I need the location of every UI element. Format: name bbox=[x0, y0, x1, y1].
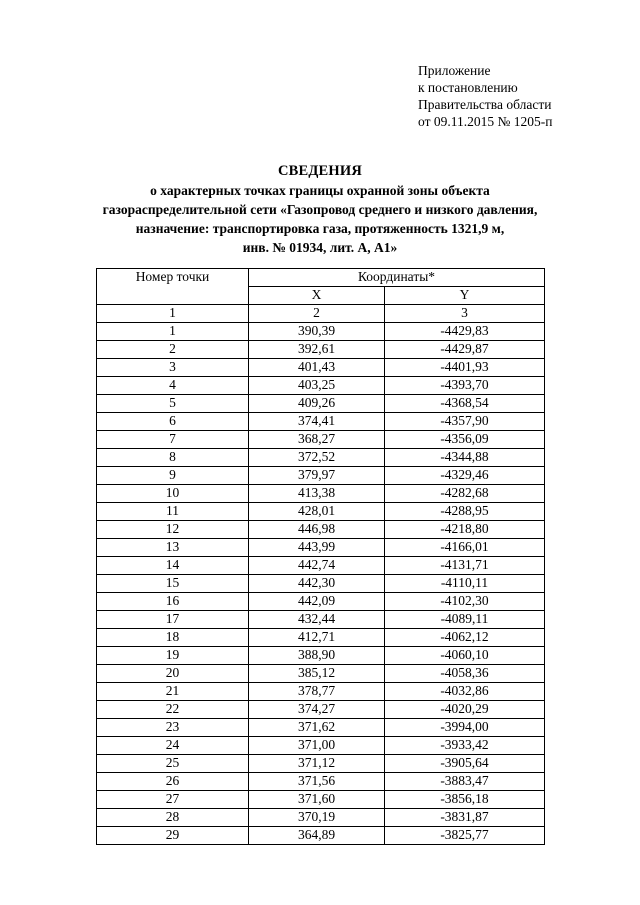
appendix-line: Приложение bbox=[418, 63, 491, 78]
table-row bbox=[97, 575, 545, 593]
point-number-cell: 4 bbox=[97, 377, 249, 395]
table-row bbox=[97, 557, 545, 575]
table-row bbox=[97, 503, 545, 521]
x-coordinate-cell: 374,41 bbox=[249, 413, 385, 431]
x-coordinate-cell: 378,77 bbox=[249, 683, 385, 701]
x-coordinate-cell: 390,39 bbox=[249, 323, 385, 341]
table-row bbox=[97, 773, 545, 791]
point-number-cell: 12 bbox=[97, 521, 249, 539]
table-row bbox=[97, 539, 545, 557]
x-coordinate-cell: 371,00 bbox=[249, 737, 385, 755]
x-coordinate-cell: 371,60 bbox=[249, 791, 385, 809]
point-number-cell: 26 bbox=[97, 773, 249, 791]
y-coordinate-cell: -4357,90 bbox=[385, 413, 545, 431]
point-number-cell: 27 bbox=[97, 791, 249, 809]
table-row bbox=[97, 755, 545, 773]
y-coordinate-cell: -4166,01 bbox=[385, 539, 545, 557]
x-coordinate-cell: 385,12 bbox=[249, 665, 385, 683]
x-coordinate-cell: 413,38 bbox=[249, 485, 385, 503]
y-coordinate-cell: -4020,29 bbox=[385, 701, 545, 719]
x-coordinate-cell: 442,09 bbox=[249, 593, 385, 611]
point-number-cell: 7 bbox=[97, 431, 249, 449]
header-coordinates: Координаты* bbox=[249, 269, 545, 287]
header-point-number: Номер точки bbox=[97, 269, 249, 305]
x-coordinate-cell: 428,01 bbox=[249, 503, 385, 521]
table-row bbox=[97, 395, 545, 413]
table-row bbox=[97, 521, 545, 539]
y-coordinate-cell: -4102,30 bbox=[385, 593, 545, 611]
table-row bbox=[97, 323, 545, 341]
y-coordinate-cell: -4060,10 bbox=[385, 647, 545, 665]
appendix-block bbox=[418, 62, 628, 130]
y-coordinate-cell: -3905,64 bbox=[385, 755, 545, 773]
x-coordinate-cell: 368,27 bbox=[249, 431, 385, 449]
y-coordinate-cell: -4131,71 bbox=[385, 557, 545, 575]
column-number: 1 bbox=[97, 305, 249, 323]
x-coordinate-cell: 442,74 bbox=[249, 557, 385, 575]
table-row bbox=[97, 683, 545, 701]
table-row bbox=[97, 791, 545, 809]
point-number-cell: 13 bbox=[97, 539, 249, 557]
point-number-cell: 24 bbox=[97, 737, 249, 755]
table-row bbox=[97, 719, 545, 737]
column-number: 3 bbox=[385, 305, 545, 323]
appendix-line: к постановлению bbox=[418, 80, 518, 95]
point-number-cell: 29 bbox=[97, 827, 249, 845]
y-coordinate-cell: -3933,42 bbox=[385, 737, 545, 755]
heading-line: о характерных точках границы охранной зоны объекта bbox=[150, 183, 490, 198]
y-coordinate-cell: -4329,46 bbox=[385, 467, 545, 485]
x-coordinate-cell: 371,56 bbox=[249, 773, 385, 791]
x-coordinate-cell: 372,52 bbox=[249, 449, 385, 467]
table-row bbox=[97, 413, 545, 431]
heading-line: газораспределительной сети «Газопровод среднего и низкого давления, bbox=[102, 202, 538, 217]
x-coordinate-cell: 392,61 bbox=[249, 341, 385, 359]
table-row bbox=[97, 629, 545, 647]
point-number-cell: 28 bbox=[97, 809, 249, 827]
point-number-cell: 17 bbox=[97, 611, 249, 629]
x-coordinate-cell: 379,97 bbox=[249, 467, 385, 485]
table-row bbox=[97, 449, 545, 467]
x-coordinate-cell: 442,30 bbox=[249, 575, 385, 593]
x-coordinate-cell: 409,26 bbox=[249, 395, 385, 413]
table-row bbox=[97, 737, 545, 755]
point-number-cell: 14 bbox=[97, 557, 249, 575]
x-coordinate-cell: 446,98 bbox=[249, 521, 385, 539]
point-number-cell: 3 bbox=[97, 359, 249, 377]
x-coordinate-cell: 412,71 bbox=[249, 629, 385, 647]
table-row bbox=[97, 701, 545, 719]
appendix-line: Правительства области bbox=[418, 97, 552, 112]
point-number-cell: 8 bbox=[97, 449, 249, 467]
y-coordinate-cell: -4429,83 bbox=[385, 323, 545, 341]
point-number-cell: 9 bbox=[97, 467, 249, 485]
table-row bbox=[97, 593, 545, 611]
heading-line: назначение: транспортировка газа, протяженность 1321,9 м, bbox=[135, 221, 505, 236]
y-coordinate-cell: -4282,68 bbox=[385, 485, 545, 503]
table-header bbox=[97, 269, 545, 323]
point-number-cell: 18 bbox=[97, 629, 249, 647]
coordinates-table bbox=[96, 268, 545, 845]
point-number-cell: 10 bbox=[97, 485, 249, 503]
column-number: 2 bbox=[249, 305, 385, 323]
y-coordinate-cell: -4089,11 bbox=[385, 611, 545, 629]
x-coordinate-cell: 403,25 bbox=[249, 377, 385, 395]
table-row bbox=[97, 827, 545, 845]
point-number-cell: 6 bbox=[97, 413, 249, 431]
table-row bbox=[97, 647, 545, 665]
header-x: X bbox=[249, 287, 385, 305]
y-coordinate-cell: -3856,18 bbox=[385, 791, 545, 809]
table-row bbox=[97, 341, 545, 359]
table-row bbox=[97, 377, 545, 395]
x-coordinate-cell: 374,27 bbox=[249, 701, 385, 719]
appendix-line: от 09.11.2015 № 1205-п bbox=[418, 114, 553, 129]
x-coordinate-cell: 401,43 bbox=[249, 359, 385, 377]
y-coordinate-cell: -4288,95 bbox=[385, 503, 545, 521]
y-coordinate-cell: -4062,12 bbox=[385, 629, 545, 647]
y-coordinate-cell: -4058,36 bbox=[385, 665, 545, 683]
y-coordinate-cell: -3831,87 bbox=[385, 809, 545, 827]
table-row bbox=[97, 611, 545, 629]
x-coordinate-cell: 364,89 bbox=[249, 827, 385, 845]
heading-line: инв. № 01934, лит. А, А1» bbox=[242, 240, 398, 255]
x-coordinate-cell: 370,19 bbox=[249, 809, 385, 827]
table-row bbox=[97, 665, 545, 683]
point-number-cell: 1 bbox=[97, 323, 249, 341]
y-coordinate-cell: -3825,77 bbox=[385, 827, 545, 845]
table-body bbox=[97, 323, 545, 845]
y-coordinate-cell: -4429,87 bbox=[385, 341, 545, 359]
point-number-cell: 16 bbox=[97, 593, 249, 611]
point-number-cell: 22 bbox=[97, 701, 249, 719]
point-number-cell: 25 bbox=[97, 755, 249, 773]
y-coordinate-cell: -4401,93 bbox=[385, 359, 545, 377]
point-number-cell: 2 bbox=[97, 341, 249, 359]
point-number-cell: 20 bbox=[97, 665, 249, 683]
x-coordinate-cell: 432,44 bbox=[249, 611, 385, 629]
point-number-cell: 11 bbox=[97, 503, 249, 521]
y-coordinate-cell: -3994,00 bbox=[385, 719, 545, 737]
x-coordinate-cell: 443,99 bbox=[249, 539, 385, 557]
y-coordinate-cell: -4356,09 bbox=[385, 431, 545, 449]
point-number-cell: 23 bbox=[97, 719, 249, 737]
point-number-cell: 15 bbox=[97, 575, 249, 593]
y-coordinate-cell: -4032,86 bbox=[385, 683, 545, 701]
table-row bbox=[97, 431, 545, 449]
table-row bbox=[97, 467, 545, 485]
y-coordinate-cell: -4393,70 bbox=[385, 377, 545, 395]
y-coordinate-cell: -4368,54 bbox=[385, 395, 545, 413]
document-title: СВЕДЕНИЯ bbox=[277, 163, 363, 179]
x-coordinate-cell: 388,90 bbox=[249, 647, 385, 665]
point-number-cell: 21 bbox=[97, 683, 249, 701]
point-number-cell: 19 bbox=[97, 647, 249, 665]
table-row bbox=[97, 485, 545, 503]
point-number-cell: 5 bbox=[97, 395, 249, 413]
x-coordinate-cell: 371,62 bbox=[249, 719, 385, 737]
document-heading bbox=[60, 162, 580, 257]
y-coordinate-cell: -4218,80 bbox=[385, 521, 545, 539]
y-coordinate-cell: -3883,47 bbox=[385, 773, 545, 791]
x-coordinate-cell: 371,12 bbox=[249, 755, 385, 773]
header-y: Y bbox=[385, 287, 545, 305]
table-row bbox=[97, 359, 545, 377]
table-row bbox=[97, 809, 545, 827]
y-coordinate-cell: -4110,11 bbox=[385, 575, 545, 593]
y-coordinate-cell: -4344,88 bbox=[385, 449, 545, 467]
